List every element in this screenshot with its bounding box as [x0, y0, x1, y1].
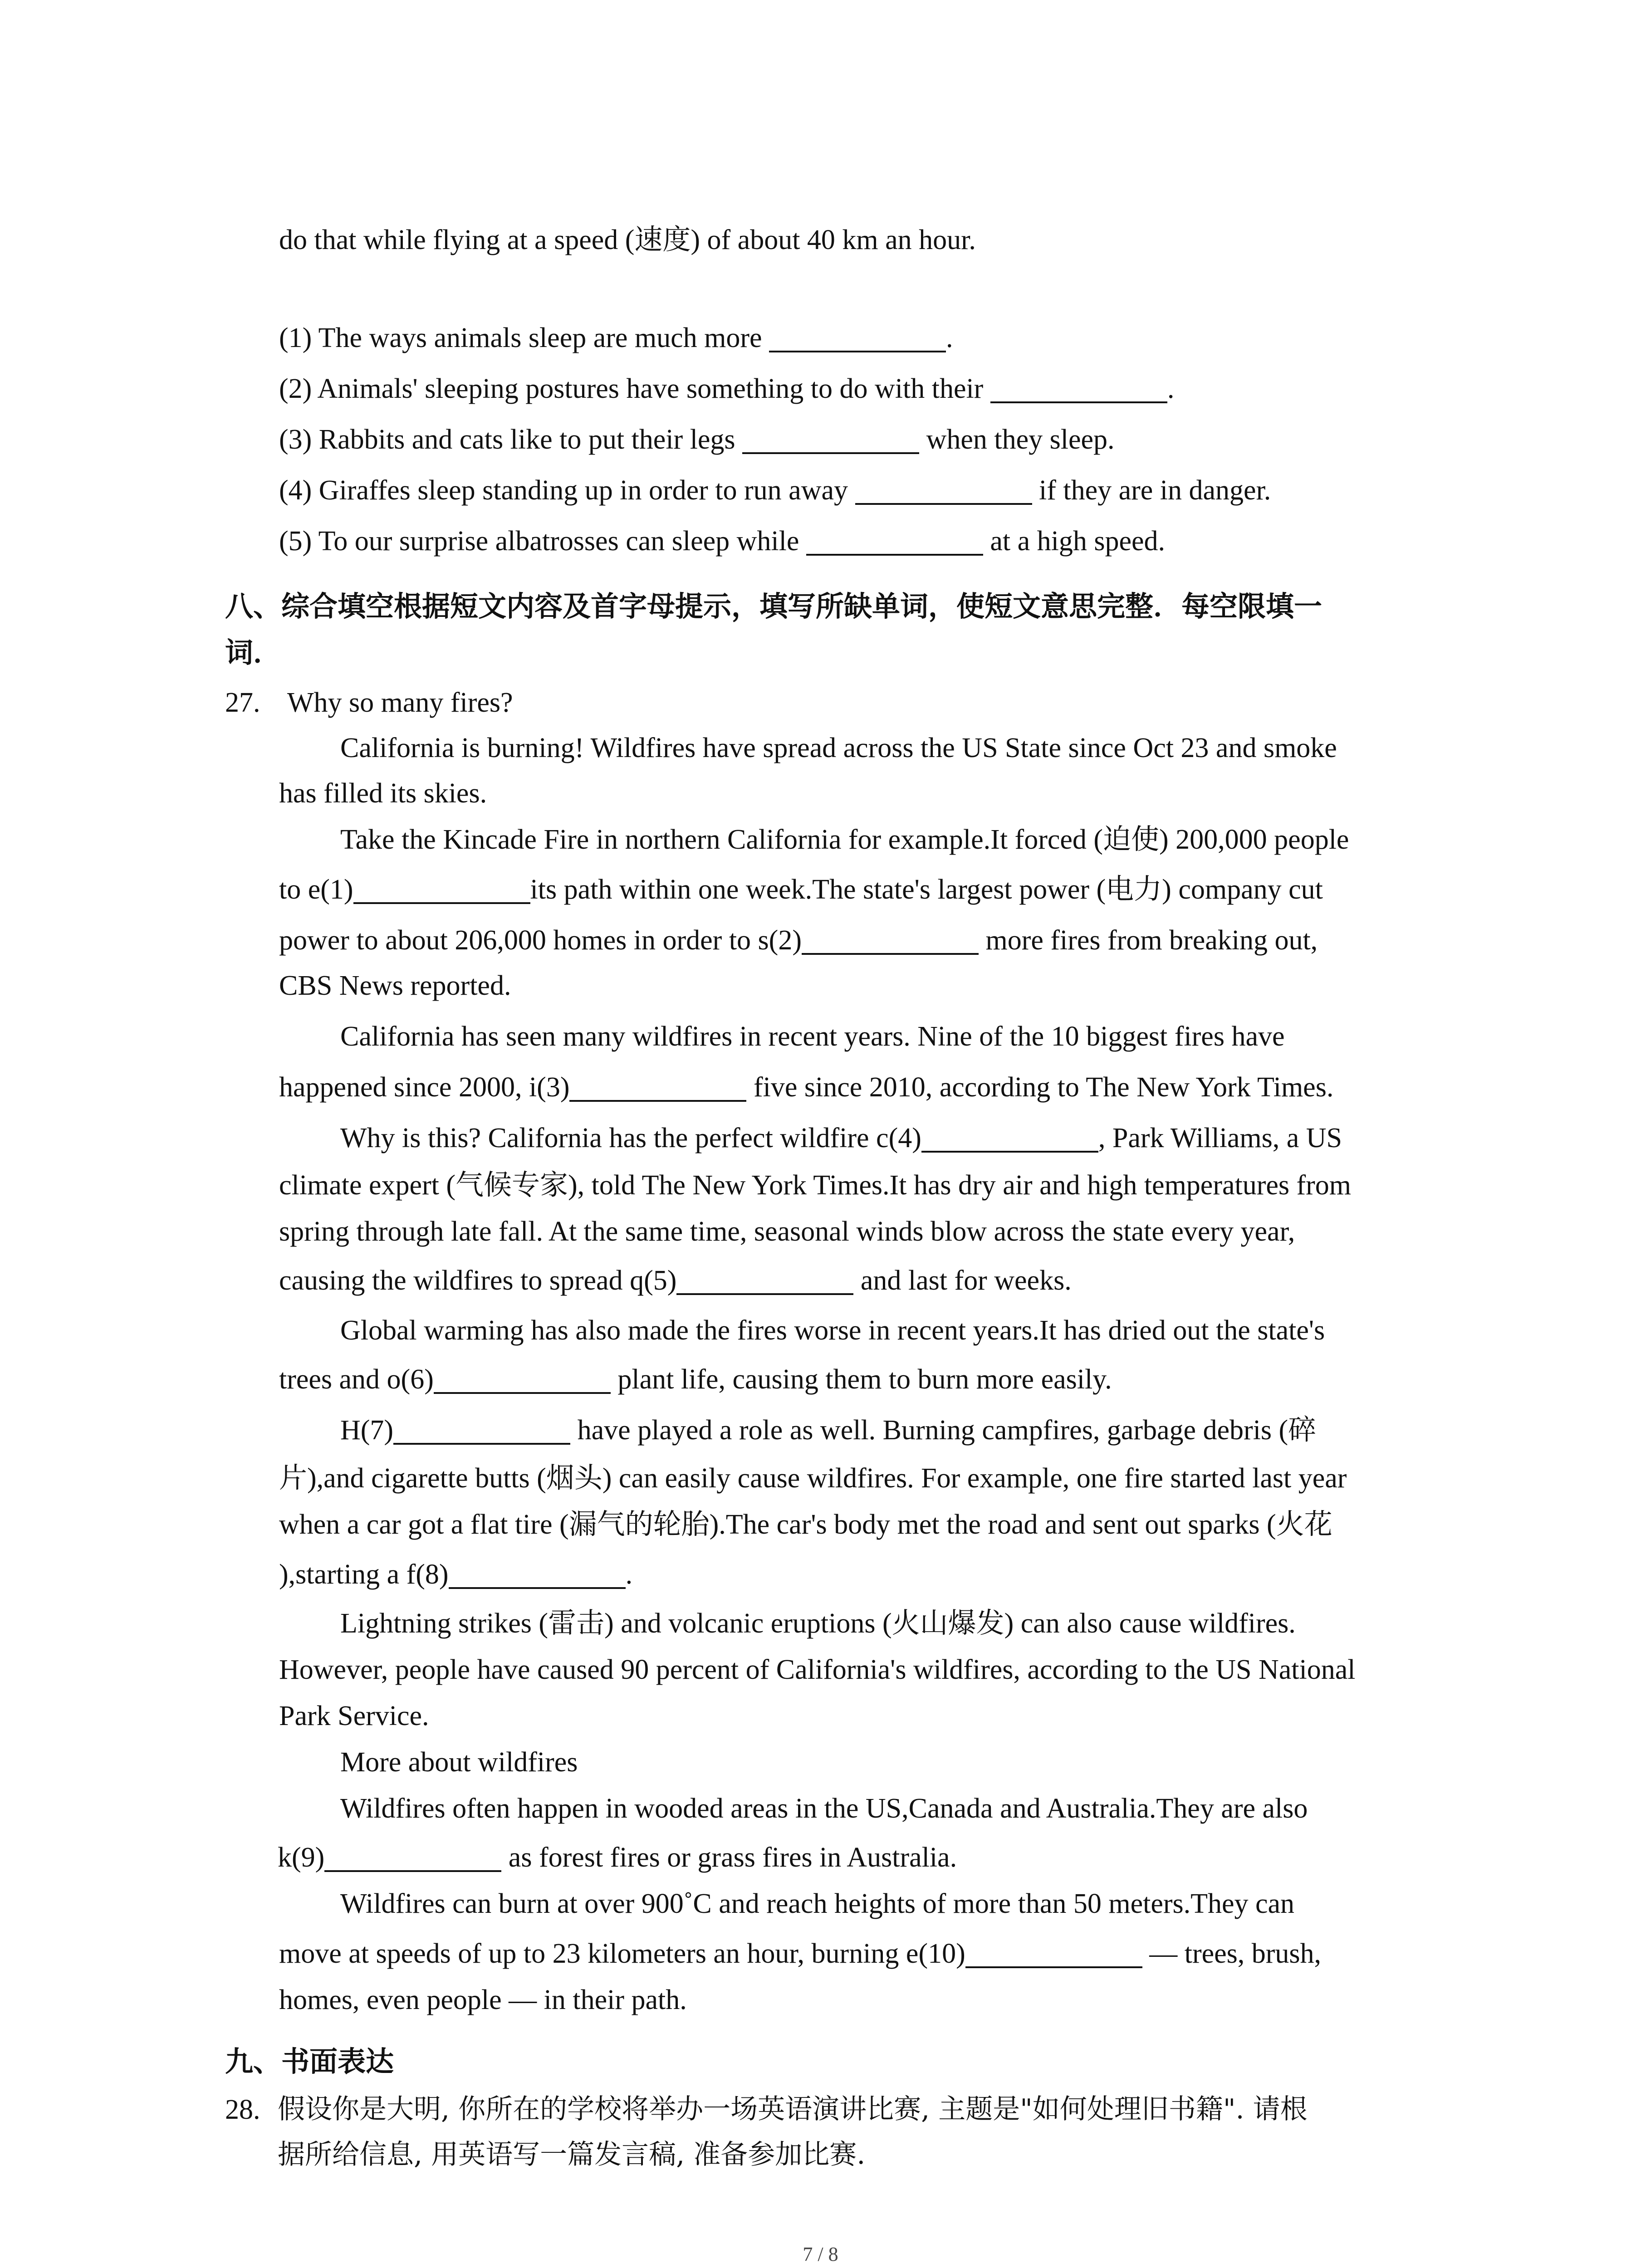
- writing-prompt: 假设你是大明, 你所在的学校将举办一场英语演讲比赛, 主题是"如何处理旧书籍". 请根: [278, 2093, 1308, 2125]
- q26-item-2: (2) Animals' sleeping postures have something to do with their .: [279, 373, 1175, 404]
- passage-line: Lightning strikes (雷击) and volcanic eruptions (火山爆发) can also cause wildfires.: [340, 1608, 1296, 1639]
- section-9-heading: 九、书面表达: [225, 2045, 394, 2078]
- answer-blank[interactable]: [769, 324, 946, 352]
- q26-item-1: (1) The ways animals sleep are much more .: [279, 323, 953, 353]
- passage-line: spring through late fall. At the same time, seasonal winds blow across the state every year,: [279, 1216, 1295, 1247]
- answer-blank[interactable]: [324, 1844, 501, 1872]
- passage-line: 片),and cigarette butts (烟头) can easily cause wildfires. For example, one fire started last year: [279, 1463, 1347, 1494]
- answer-blank[interactable]: [434, 1366, 611, 1394]
- passage-subheading: More about wildfires: [340, 1747, 578, 1778]
- passage-line: power to about 206,000 homes in order to s(2) more fires from breaking out,: [279, 925, 1318, 956]
- passage-line: Global warming has also made the fires worse in recent years.It has dried out the state's: [340, 1315, 1325, 1346]
- section-8-heading-cont: 词．: [225, 636, 282, 669]
- passage-line: H(7) have played a role as well. Burning campfires, garbage debris (碎: [340, 1415, 1317, 1446]
- passage-line: CBS News reported.: [279, 970, 511, 1001]
- answer-blank[interactable]: [855, 477, 1032, 505]
- passage-title: Why so many fires?: [287, 687, 513, 718]
- answer-blank[interactable]: [353, 876, 530, 904]
- section-8-heading: 八、综合填空根据短文内容及首字母提示，填写所缺单词，使短文意思完整．每空限填一: [225, 590, 1323, 623]
- passage-line: Take the Kincade Fire in northern California for example.It forced (迫使) 200,000 people: [340, 824, 1349, 855]
- q26-item-5: (5) To our surprise albatrosses can sleep while at a high speed.: [279, 526, 1166, 557]
- passage-line: k(9) as forest fires or grass fires in Australia.: [278, 1842, 957, 1873]
- page-number: 7 / 8: [803, 2243, 838, 2265]
- question-number: 27.: [225, 687, 260, 718]
- q26-item-4: (4) Giraffes sleep standing up in order to run away if they are in danger.: [279, 475, 1271, 506]
- passage-line: However, people have caused 90 percent of California's wildfires, according to the US National: [279, 1654, 1356, 1685]
- answer-blank[interactable]: [990, 375, 1167, 403]
- writing-prompt-cont: 据所给信息, 用英语写一篇发言稿, 准备参加比赛.: [278, 2139, 866, 2170]
- answer-blank[interactable]: [393, 1417, 570, 1445]
- passage-line: Wildfires often happen in wooded areas in the US,Canada and Australia.They are also: [340, 1793, 1308, 1824]
- passage-line: move at speeds of up to 23 kilometers an hour, burning e(10) — trees, brush,: [279, 1938, 1322, 1969]
- answer-blank[interactable]: [449, 1561, 626, 1589]
- answer-blank[interactable]: [676, 1267, 853, 1295]
- passage-line: homes, even people — in their path.: [279, 1984, 687, 2015]
- q26-item-3: (3) Rabbits and cats like to put their legs when they sleep.: [279, 424, 1115, 455]
- passage-line: ),starting a f(8) .: [279, 1559, 633, 1590]
- passage-line: California has seen many wildfires in recent years. Nine of the 10 biggest fires have: [340, 1021, 1285, 1052]
- passage-line: has filled its skies.: [279, 778, 487, 809]
- answer-blank[interactable]: [965, 1940, 1142, 1968]
- passage-line: California is burning! Wildfires have spread across the US State since Oct 23 and smoke: [340, 733, 1337, 763]
- answer-blank[interactable]: [569, 1074, 746, 1102]
- passage-line: Park Service.: [279, 1701, 429, 1731]
- passage-line: causing the wildfires to spread q(5) and last for weeks.: [279, 1265, 1072, 1296]
- passage-line: climate expert (气候专家), told The New York Times.It has dry air and high temperatures from: [279, 1170, 1352, 1201]
- answer-blank[interactable]: [802, 927, 979, 955]
- answer-blank[interactable]: [921, 1124, 1098, 1153]
- passage-line: trees and o(6) plant life, causing them to burn more easily.: [279, 1364, 1112, 1395]
- passage-line: Wildfires can burn at over 900˚C and reach heights of more than 50 meters.They can: [340, 1888, 1295, 1919]
- question-number: 28.: [225, 2094, 260, 2125]
- answer-blank[interactable]: [742, 426, 919, 454]
- passage-line: when a car got a flat tire (漏气的轮胎).The car's body met the road and sent out sparks (火花: [279, 1509, 1332, 1540]
- answer-blank[interactable]: [806, 528, 983, 556]
- passage-tail: do that while flying at a speed (速度) of about 40 km an hour.: [279, 225, 976, 255]
- passage-line: Why is this? California has the perfect wildfire c(4) , Park Williams, a US: [340, 1123, 1342, 1154]
- passage-line: happened since 2000, i(3) five since 2010, according to The New York Times.: [279, 1072, 1334, 1103]
- passage-line: to e(1) its path within one week.The state's largest power (电力) company cut: [279, 874, 1323, 905]
